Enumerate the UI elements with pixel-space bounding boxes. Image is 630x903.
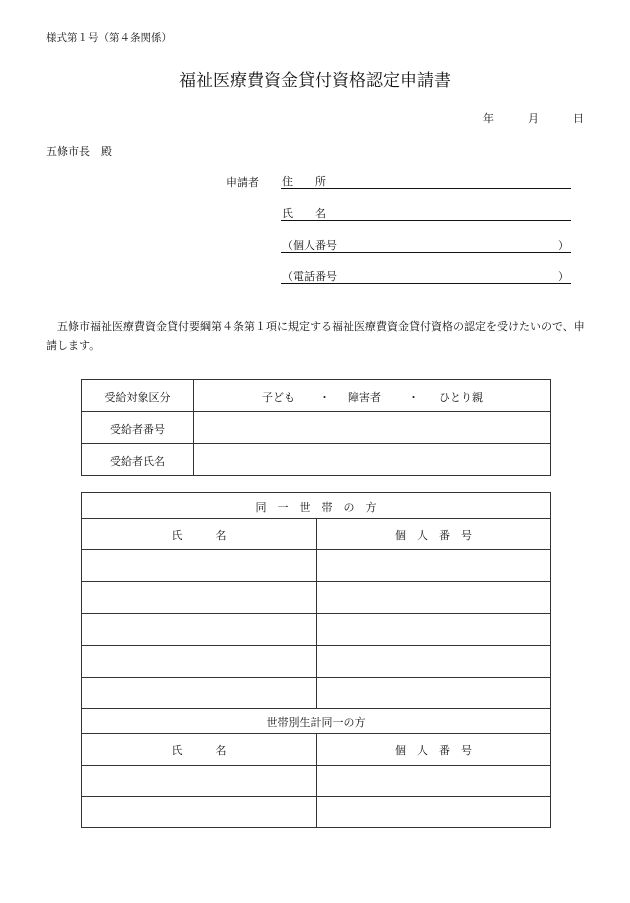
member-name-cell[interactable] bbox=[82, 614, 316, 645]
divider bbox=[82, 708, 550, 709]
household-table bbox=[81, 492, 551, 828]
member-number-cell[interactable] bbox=[317, 582, 550, 613]
phone-field[interactable] bbox=[281, 268, 571, 284]
name-field[interactable] bbox=[281, 205, 571, 221]
option-disabled[interactable]: 障害者 bbox=[348, 391, 381, 404]
option-child[interactable]: 子ども bbox=[262, 391, 295, 404]
date-year-label: 年 bbox=[483, 112, 494, 125]
separate-household-header: 世帯別生計同一の方 bbox=[266, 716, 366, 729]
member-number-cell[interactable] bbox=[317, 678, 550, 708]
separate-member-name-cell[interactable] bbox=[82, 797, 316, 827]
my-number-label: （個人番号 bbox=[282, 239, 337, 252]
option-separator: ・ bbox=[408, 391, 419, 404]
member-number-cell[interactable] bbox=[317, 550, 550, 581]
option-single-parent[interactable]: ひとり親 bbox=[439, 391, 483, 404]
my-number-close-paren: ） bbox=[558, 239, 569, 252]
col-my-number-header: 個 人 番 号 bbox=[395, 529, 472, 542]
my-number-field[interactable] bbox=[281, 237, 571, 253]
recipient-name-label: 受給者氏名 bbox=[110, 455, 165, 468]
option-separator: ・ bbox=[319, 391, 330, 404]
date-day-label: 日 bbox=[573, 112, 584, 125]
separate-member-number-cell[interactable] bbox=[317, 766, 550, 796]
address-label: 住 所 bbox=[282, 175, 326, 188]
col-name-header-2: 氏 名 bbox=[171, 744, 227, 757]
col-my-number-header-2: 個 人 番 号 bbox=[395, 744, 472, 757]
name-label: 氏 名 bbox=[282, 207, 326, 220]
phone-label: （電話番号 bbox=[282, 270, 337, 283]
date-month-label: 月 bbox=[528, 112, 539, 125]
household-header: 同 一 世 帯 の 方 bbox=[255, 501, 377, 514]
application-statement: 五條市福祉医療費資金貸付要綱第４条第１項に規定する福祉医療費資金貸付資格の認定を受けたいので、申請します。 bbox=[46, 320, 585, 352]
member-name-cell[interactable] bbox=[82, 646, 316, 677]
form-reference: 様式第１号（第４条関係） bbox=[46, 32, 172, 44]
recipient-table bbox=[81, 379, 551, 476]
member-name-cell[interactable] bbox=[82, 678, 316, 708]
addressee: 五條市長 殿 bbox=[46, 145, 112, 158]
recipient-name-input[interactable] bbox=[194, 444, 550, 475]
phone-close-paren: ） bbox=[558, 270, 569, 283]
category-label: 受給対象区分 bbox=[104, 391, 171, 404]
member-number-cell[interactable] bbox=[317, 646, 550, 677]
recipient-number-input[interactable] bbox=[194, 412, 550, 443]
member-name-cell[interactable] bbox=[82, 582, 316, 613]
page-title: 福祉医療費資金貸付資格認定申請書 bbox=[179, 71, 451, 91]
applicant-label: 申請者 bbox=[226, 176, 259, 189]
recipient-number-label: 受給者番号 bbox=[110, 423, 165, 436]
address-field[interactable] bbox=[281, 173, 571, 189]
separate-member-name-cell[interactable] bbox=[82, 766, 316, 796]
member-number-cell[interactable] bbox=[317, 614, 550, 645]
col-name-header: 氏 名 bbox=[171, 529, 227, 542]
separate-member-number-cell[interactable] bbox=[317, 797, 550, 827]
member-name-cell[interactable] bbox=[82, 550, 316, 581]
